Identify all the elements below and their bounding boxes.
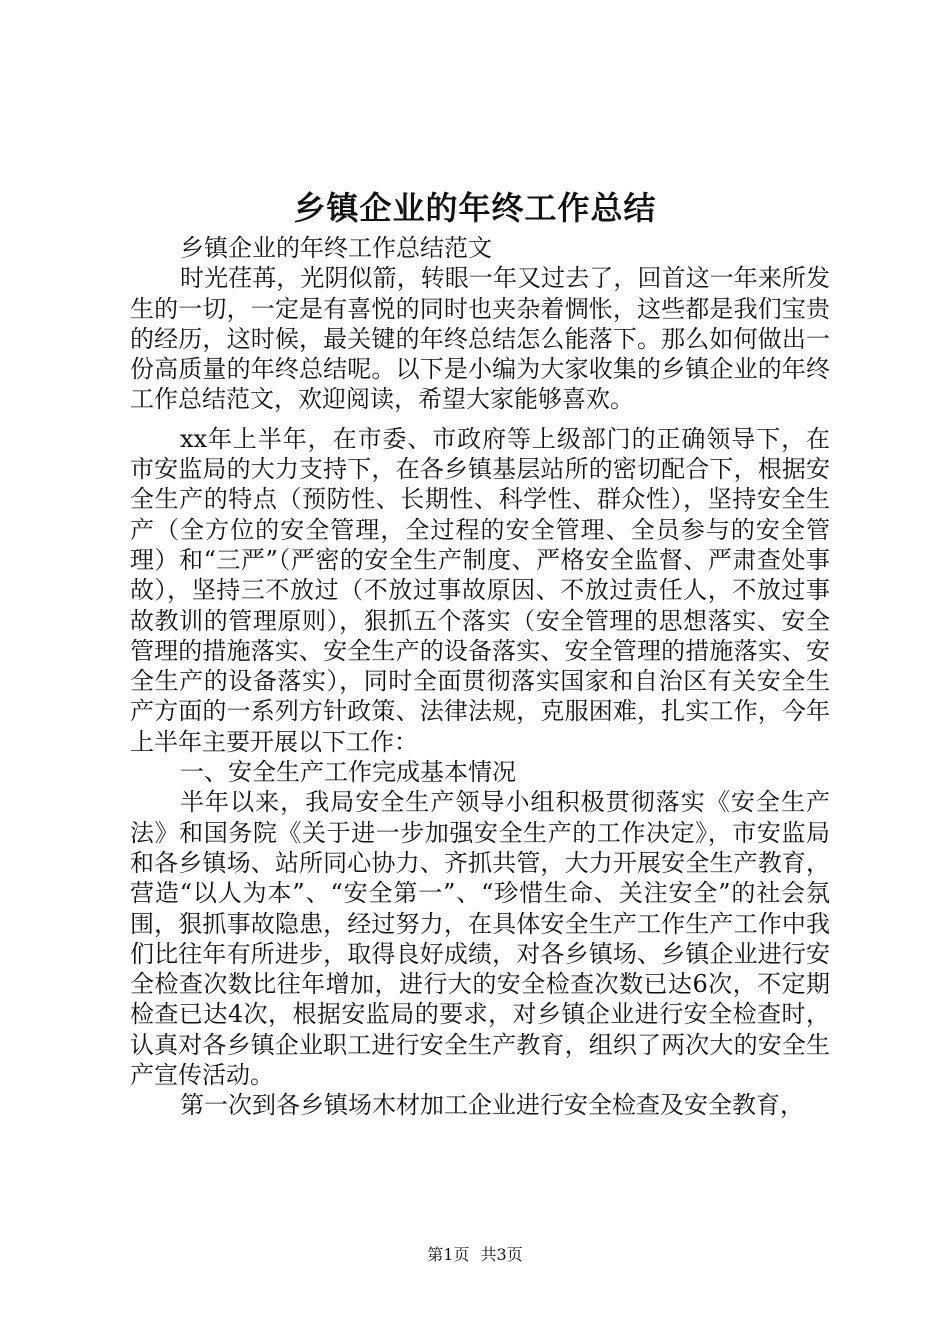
paragraph-subtitle: 乡镇企业的年终工作总结范文 (180, 234, 492, 262)
page-number: 第1页 (427, 1245, 470, 1264)
document-title: 乡镇企业的年终工作总结 (293, 189, 657, 227)
section-heading: 一、安全生产工作完成基本情况 (180, 758, 516, 787)
document-body (130, 233, 830, 1121)
page-total: 共3页 (480, 1245, 523, 1264)
page-footer (0, 1244, 950, 1266)
paragraph-continuation: 第一次到各乡镇场木材加工企业进行安全检查及安全教育， (180, 1091, 804, 1120)
paragraph-overview: xx年上半年，在市委、市政府等上级部门的正确领导下，在市安监局的大力支持下，在各乡镇基层站所的密切配合下，根据安全生产的特点（预防性、长期性、科学性、群众性），坚持安全生产（全方位的安全管理，全过程的安全管理、全员参与的安全管理）和“三严”（严密的安全生产制度、严格安全监督、严肃查处事故），坚持三不放过（不放过事故原因、不放过责任人，不放过事故教训的管理原则），狠抓五个落实（安全管理的思想落实、安全管理的措施落实、安全生产的设备落实、安全管理的措施落实、安全生产的设备落实），同时全面贯彻落实国家和自治区有关安全生产方面的一系列方针政策、法律法规，克服困难，扎实工作，今年上半年主要开展以下工作： (130, 424, 830, 756)
paragraph-intro: 时光荏苒，光阴似箭，转眼一年又过去了，回首这一年来所发生的一切，一定是有喜悦的同时也夹杂着惆怅，这些都是我们宝贵的经历，这时候，最关键的年终总结怎么能落下。那么如何做出一份高质量的年终总结呢。以下是小编为大家收集的乡镇企业的年终工作总结范文，欢迎阅读，希望大家能够喜欢。 (130, 264, 830, 414)
paragraph-details: 半年以来，我局安全生产领导小组积极贯彻落实《安全生产法》和国务院《关于进一步加强安全生产的工作决定》，市安监局和各乡镇场、站所同心协力、齐抓共管，大力开展安全生产教育，营造“以人为本”、“安全第一”、“珍惜生命、关注安全”的社会氛围，狠抓事故隐患，经过努力，在具体安全生产工作生产工作中我们比往年有所进步，取得良好成绩，对各乡镇场、乡镇企业进行安全检查次数比往年增加，进行大的安全检查次数已达6次，不定期检查已达4次，根据安监局的要求，对乡镇企业进行安全检查时，认真对各乡镇企业职工进行安全生产教育，组织了两次大的安全生产宣传活动。 (130, 788, 830, 1090)
